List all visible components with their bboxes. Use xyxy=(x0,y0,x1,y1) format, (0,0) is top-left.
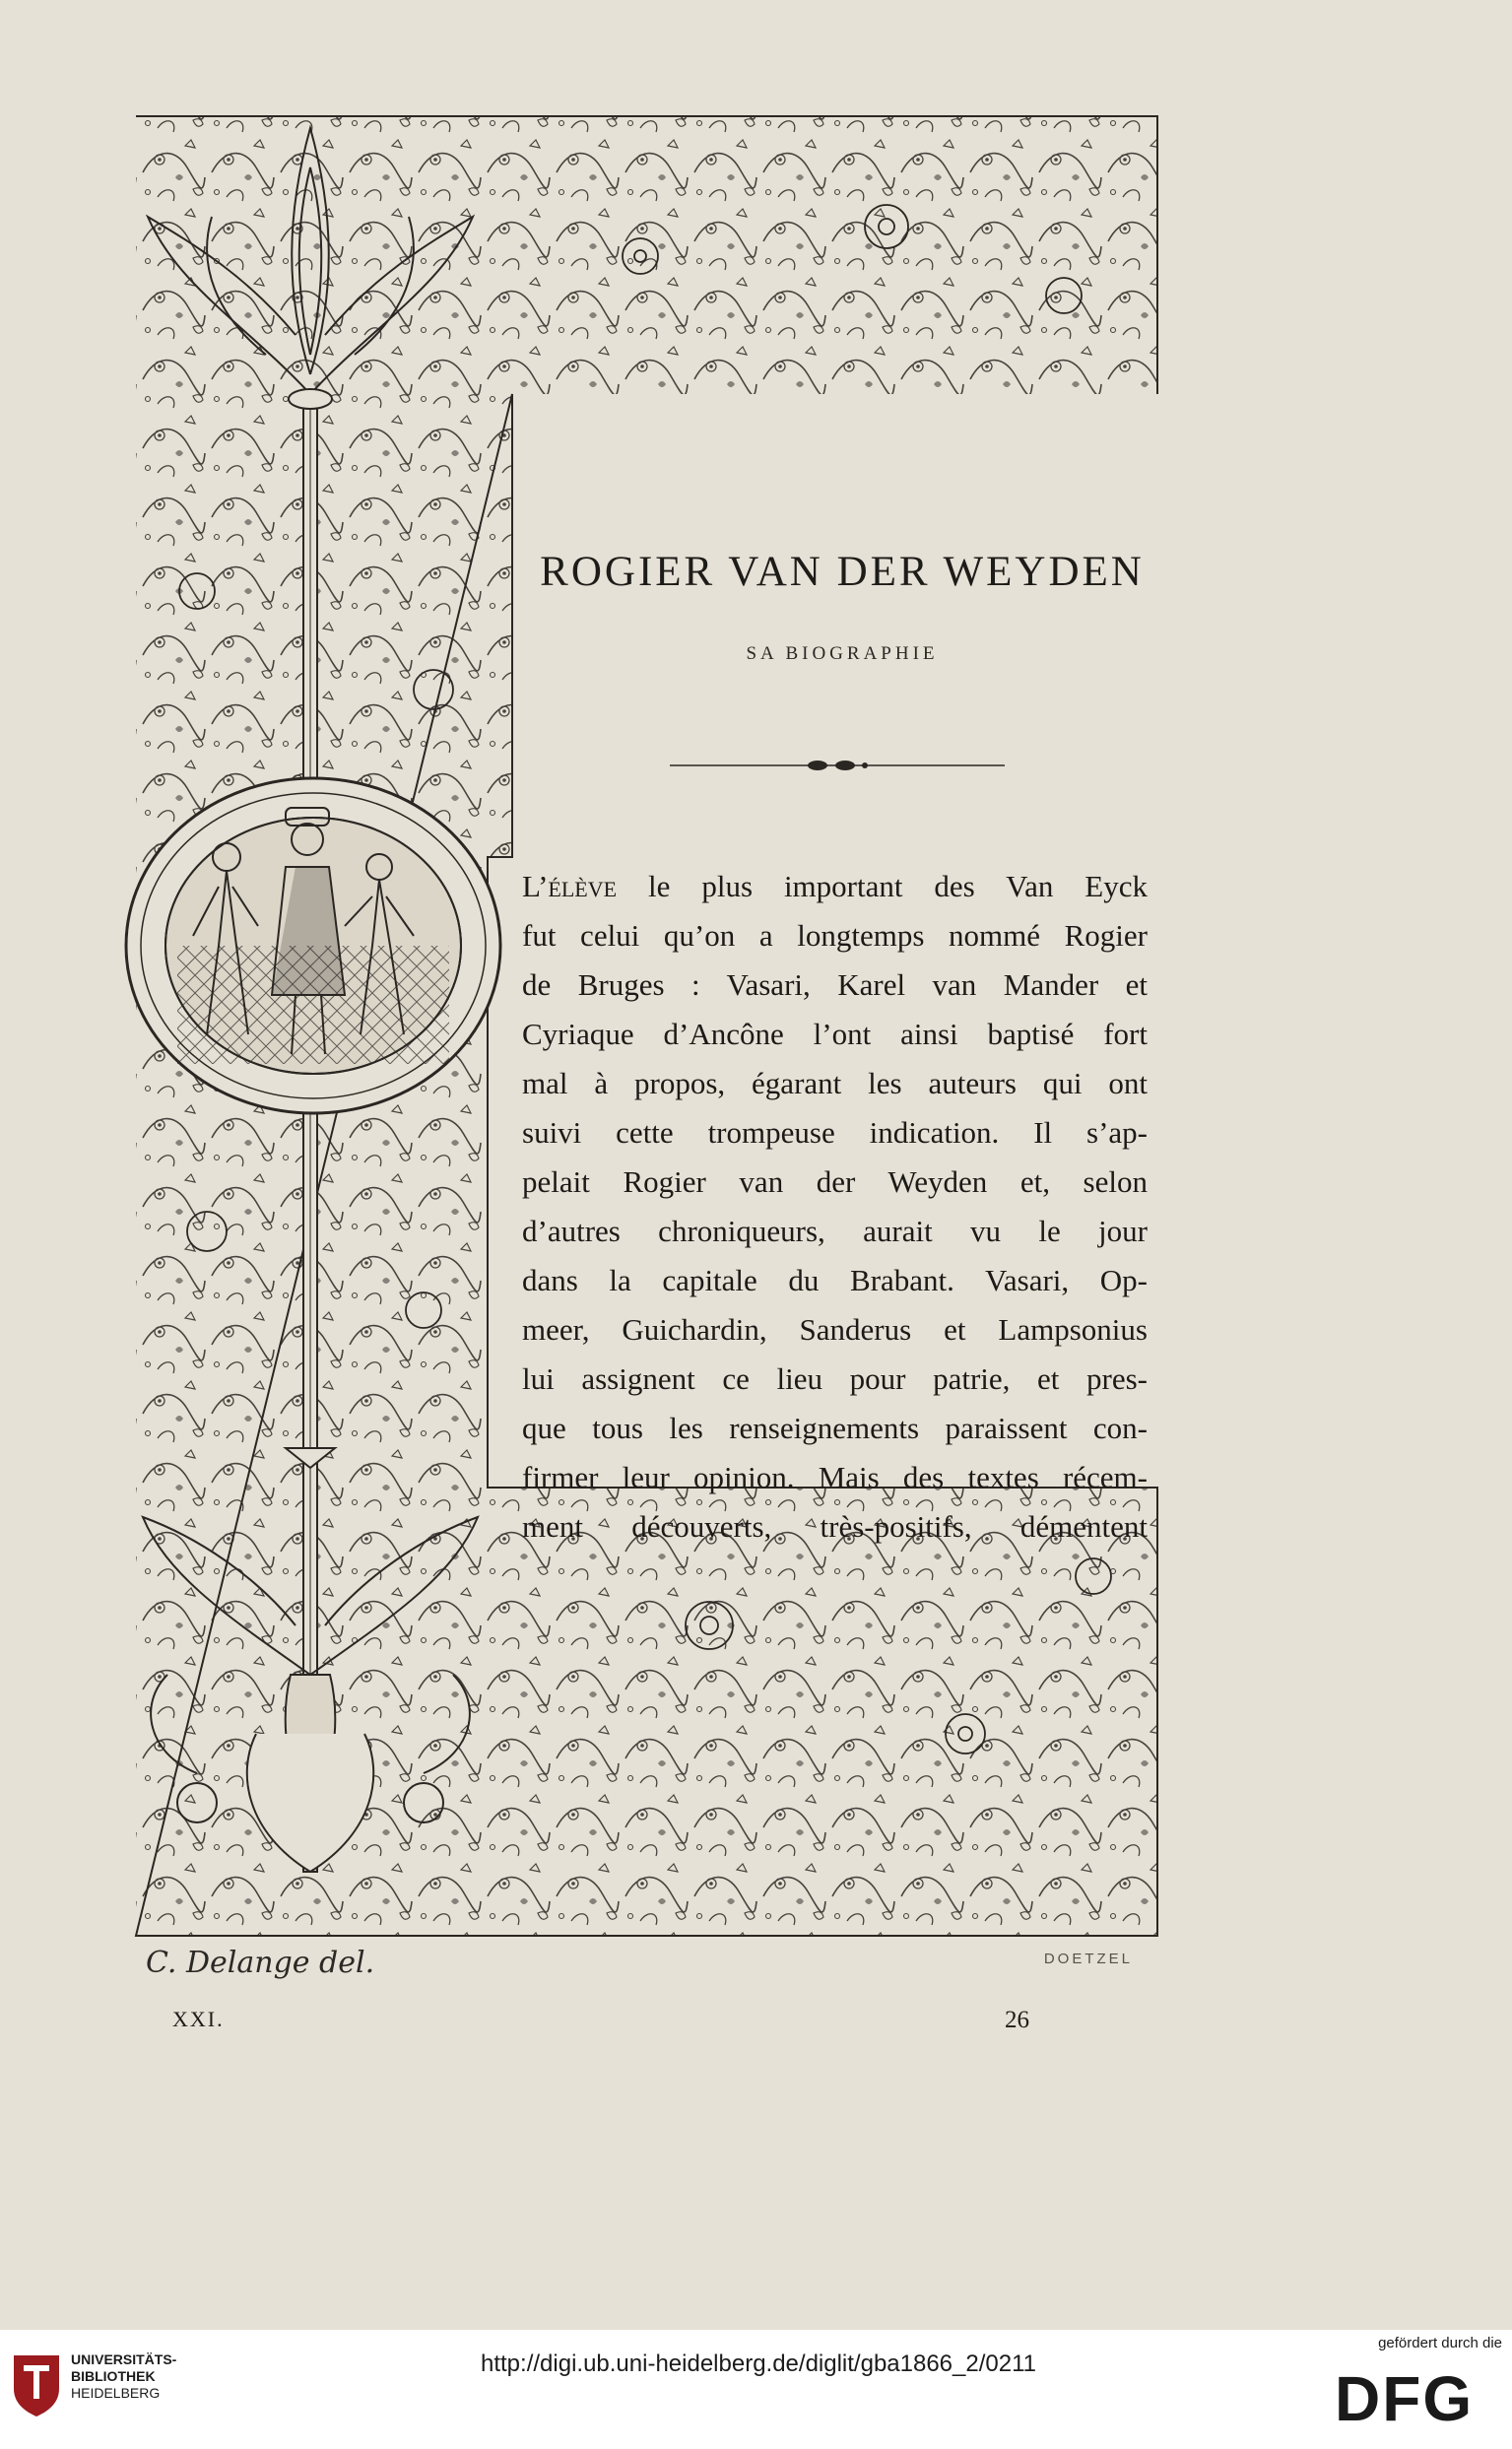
dfg-logo[interactable]: DFG xyxy=(1335,2363,1475,2434)
university-seal-icon xyxy=(10,2350,63,2418)
text-line: meer, Guichardin, Sanderus et Lampsonius xyxy=(522,1312,1148,1347)
ornamental-divider-icon xyxy=(670,759,1005,772)
permalink-url[interactable]: http://digi.ub.uni-heidelberg.de/diglit/gba1866_2/0211 xyxy=(481,2350,1036,2377)
text-line: ment découverts, très-positifs, démentent xyxy=(522,1509,1148,1544)
text-line: lui assignent ce lieu pour patrie, et pres- xyxy=(522,1361,1148,1396)
text-line: mal à propos, égarant les auteurs qui ont xyxy=(522,1066,1148,1100)
text-line: de Bruges : Vasari, Karel van Mander et xyxy=(522,967,1148,1002)
text-line: Cyriaque d’Ancône l’ont ainsi baptisé fort xyxy=(522,1017,1148,1051)
lead-word: L’élève xyxy=(522,869,618,903)
text-line: firmer leur opinion. Mais des textes récem- xyxy=(522,1460,1148,1494)
text-line: d’autres chroniqueurs, aurait vu le jour xyxy=(522,1214,1148,1248)
artist-signature: C. Delange del. xyxy=(146,1946,375,1980)
viewer-footer xyxy=(0,2330,1512,2449)
university-name: UNIVERSITÄTS- BIBLIOTHEK HEIDELBERG xyxy=(71,2351,177,2401)
text-line: dans la capitale du Brabant. Vasari, Op- xyxy=(522,1263,1148,1297)
page-number: 26 xyxy=(1005,2007,1029,2033)
text-line: suivi cette trompeuse indication. Il s’ap- xyxy=(522,1115,1148,1150)
university-logo[interactable] xyxy=(10,2348,217,2436)
folio-mark: XXI. xyxy=(172,2007,225,2031)
text-line: fut celui qu’on a longtemps nommé Rogier xyxy=(522,918,1148,953)
text-line: que tous les renseignements paraissent con- xyxy=(522,1411,1148,1445)
article-title: ROGIER VAN DER WEYDEN xyxy=(540,549,1145,595)
text-line: pelait Rogier van der Weyden et, selon xyxy=(522,1164,1148,1199)
text-line: L’élève le plus important des Van Eyck xyxy=(522,869,1148,903)
article-body xyxy=(522,862,1148,1552)
article-subtitle: SA BIOGRAPHIE xyxy=(746,643,939,664)
sponsor-label: gefördert durch die xyxy=(1378,2335,1502,2351)
engraver-credit: DOETZEL xyxy=(1043,1951,1133,1967)
